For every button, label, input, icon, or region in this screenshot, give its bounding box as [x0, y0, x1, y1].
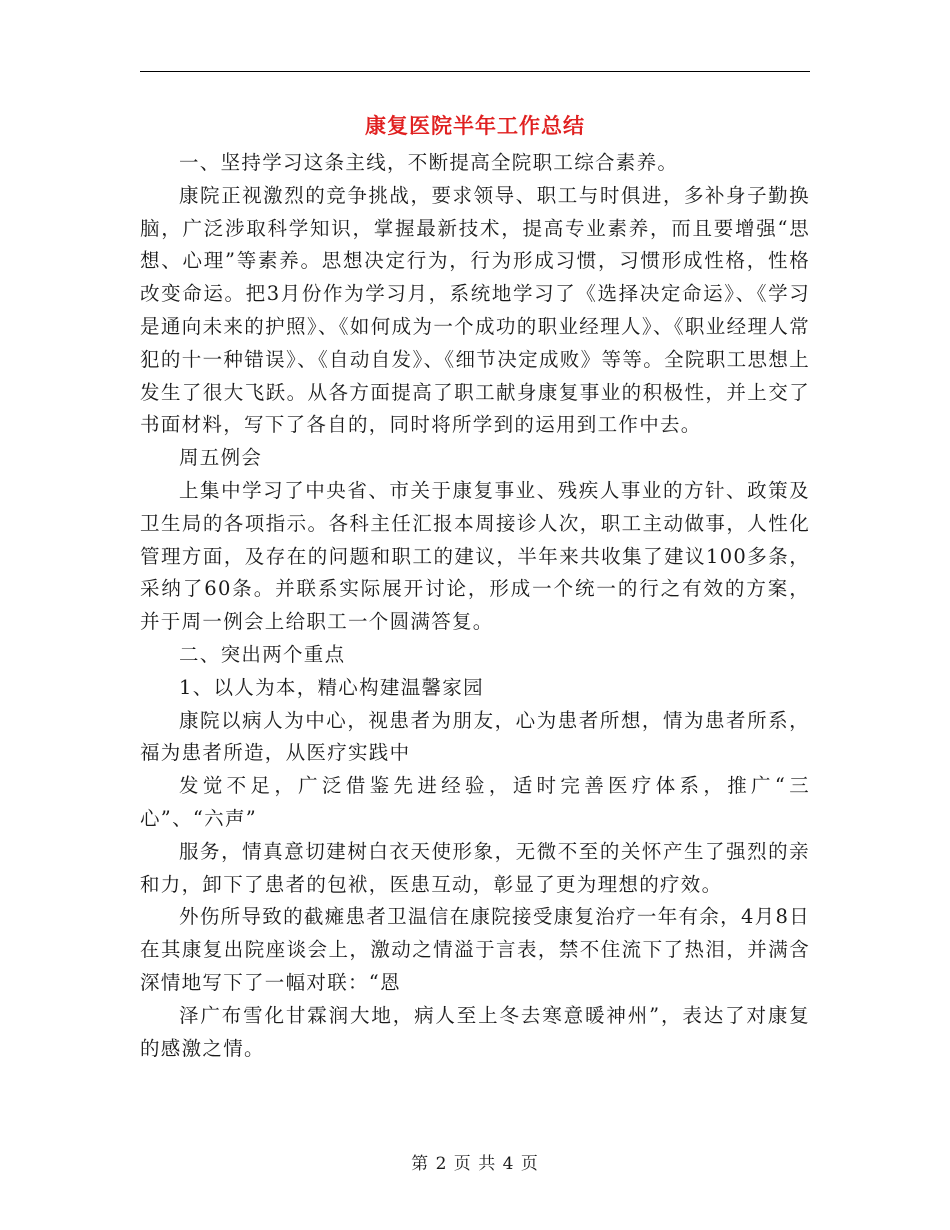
section-heading-focus: 二、突出两个重点	[179, 642, 346, 666]
header-rule	[140, 71, 810, 72]
document-body	[140, 147, 810, 1065]
paragraph-patient-story: 外伤所导致的截瘫患者卫温信在康院接受康复治疗一年有余，4月8日在其康复出院座谈会上，激动之情溢于言表，禁不住流下了热泪，并满含深情地写下了一幅对联：“恩	[140, 905, 810, 994]
paragraph-patient-centered: 康院以病人为中心，视患者为朋友，心为患者所想，情为患者所系，福为患者所造，从医疗实践中	[140, 708, 810, 765]
document-title: 康复医院半年工作总结	[365, 113, 585, 138]
paragraph-study-details: 康院正视激烈的竞争挑战，要求领导、职工与时俱进，多补身子勤换脑，广泛涉取科学知识，掌握最新技术，提高专业素养，而且要增强“思想、心理”等素养。思想决定行为，行为形成习惯，习惯形成性格，性格改变命运。把3月份作为学习月，系统地学习了《选择决定命运》、《学习是通向未来的护照》、《如何成为一个成功的职业经理人》、《职业经理人常犯的十一种错误》、《自动自发》、《细节决定成败》等等。全院职工思想上发生了很大飞跃。从各方面提高了职工献身康复事业的积极性，并上交了书面材料，写下了各自的，同时将所学到的运用到工作中去。	[140, 183, 810, 437]
paragraph-improvement: 发觉不足，广泛借鉴先进经验，适时完善医疗体系，推广“三心”、“六声”	[140, 774, 810, 830]
paragraph-meeting-details: 上集中学习了中央省、市关于康复事业、残疾人事业的方针、政策及卫生局的各项指示。各科主任汇报本周接诊人次，职工主动做事，人性化管理方面，及存在的问题和职工的建议，半年来共收集了建议100多条，采纳了60条。并联系实际展开讨论，形成一个统一的行之有效的方案，并于周一例会上给职工一个圆满答复。	[140, 478, 810, 634]
paragraph-couplet: 泽广布雪化甘霖润大地，病人至上冬去寒意暖神州”，表达了对康复的感激之情。	[140, 1003, 810, 1060]
paragraph-service: 服务，情真意切建树白衣天使形象，无微不至的关怀产生了强烈的亲和力，卸下了患者的包袱，医患互动，彰显了更为理想的疗效。	[140, 839, 810, 896]
paragraph-friday-meeting: 周五例会	[179, 446, 263, 470]
section-heading-study: 一、坚持学习这条主线，不断提高全院职工综合素养。	[179, 151, 679, 174]
subheading-people-oriented: 1、以人为本，精心构建温馨家园	[179, 675, 484, 699]
page-number: 第 2 页 共 4 页	[411, 1154, 539, 1174]
